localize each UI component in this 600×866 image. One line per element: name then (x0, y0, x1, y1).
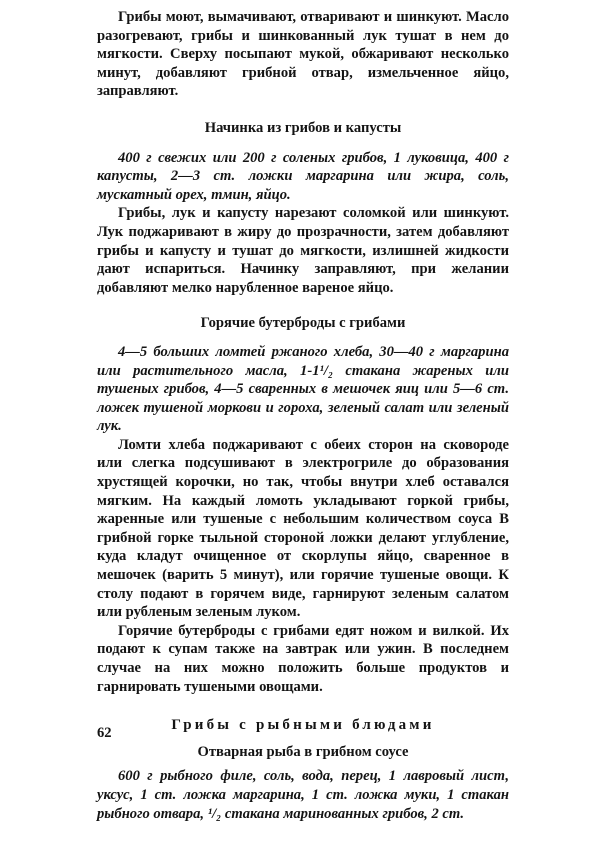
recipe-title-sandwiches: Горячие бутерброды с грибами (200, 315, 406, 332)
recipe-title-filling: Начинка из грибов и капусты (204, 119, 402, 136)
recipe-ingredients-fish: 600 г рыбного филе, соль, вода, перец, 1 лавровый лист, уксус, 1 ст. ложка маргарина, 1 ст. ложка муки, 1 стакан рыбного отвара, ¹/₂ стакана маринованных грибов, 2 ст. (97, 768, 509, 822)
recipe-serving-sandwiches: Горячие бутерброды с грибами едят ножом и вилкой. Их подают к супам также на завтрак или ужин. В последнем случае на них можно положить больше продуктов и гарнировать тушеными овощами. (97, 622, 509, 695)
intro-paragraph: Грибы моют, вымачивают, отваривают и шинкуют. Масло разогревают, грибы и шинкованный лук тушат в нем до мягкости. Сверху посыпают мукой, обжаривают несколько минут, добавляют грибной отвар, измельченное яйцо, заправляют. (97, 9, 509, 100)
recipe-method-filling: Грибы, лук и капусту нарезают соломкой или шинкуют. Лук поджаривают в жиру до прозрачности, затем добавляют грибы и капусту и тушат до мягкости, излишней жидкости дают испариться. Начинку заправляют, при желании добавляют мелко нарубленное вареное яйцо. (97, 205, 509, 296)
page-number: 62 (97, 725, 112, 741)
recipe-ingredients-sandwiches: 4—5 больших ломтей ржаного хлеба, 30—40 г маргарина или растительного масла, 1-1¹/₂ стакана жареных или тушеных грибов, 4—5 сваренных в мешочек яиц или 5—6 ст. ложек тушеной моркови и гороха, зеленый салат или зеленый лук. (97, 343, 509, 435)
recipe-ingredients-filling: 400 г свежих или 200 г соленых грибов, 1 луковица, 400 г капусты, 2—3 ст. ложки маргарина или жира, соль, мускатный орех, тмин, яйцо. (97, 149, 509, 203)
recipe-title-fish: Отварная рыба в грибном соусе (197, 743, 409, 760)
recipe-method-sandwiches: Ломти хлеба поджаривают с обеих сторон на сковороде или слегка подсушивают в электрогриле до образования хрустящей корочки, но так, чтобы внутри хлеб оставался мягким. На каждый ломоть укладывают горкой грибы, жаренные или тушеные с небольшим количеством соуса В грибной горке тыльной стороной ложки делают углубление, куда кладут очищенное от скорлупы яйцо, сваренное в мешочек (варить 5 минут), или горячие тушеные овощи. К столу подают в горячем виде, гарнируют зеленым салатом или рубленым зеленым луком. (97, 436, 509, 621)
text-column (97, 8, 509, 823)
section-title: Грибы с рыбными блюдами (171, 717, 435, 734)
